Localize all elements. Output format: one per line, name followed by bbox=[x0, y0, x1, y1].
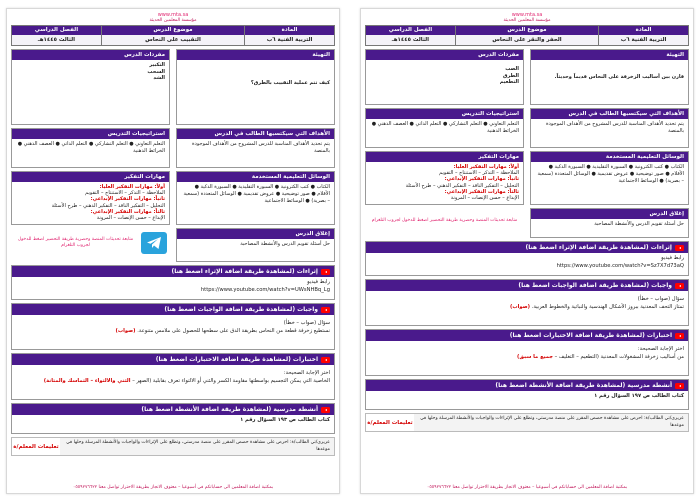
goals-text: يتم تحديد الأهداف المناسبة للدرس المشروح من الأهداف الموجودة بالمنصة bbox=[546, 121, 684, 134]
intro-box bbox=[176, 49, 335, 125]
homework-question-type: سؤال (صواب – خطأ) bbox=[637, 296, 684, 302]
strategies-box bbox=[11, 128, 170, 168]
youtube-icon[interactable] bbox=[675, 333, 684, 339]
homework-title[interactable]: واجبات (لمشاهدة طريقة اضافة الواجبات اضغط هنا) bbox=[164, 306, 318, 313]
notes-box bbox=[365, 413, 689, 432]
skills-line-1: الملاحظة – التذكر – الاستنتاج – التقويم bbox=[439, 170, 519, 177]
lesson-label: موضوع الدرس bbox=[456, 26, 598, 35]
closing-title: إغلاق الدرس bbox=[177, 229, 334, 239]
homework-box bbox=[11, 303, 335, 350]
telegram-promo[interactable] bbox=[11, 228, 170, 258]
activity-header[interactable] bbox=[12, 404, 334, 415]
intro-text: كيف تتم عملية التقبيب بالطرق؟ bbox=[250, 80, 330, 86]
skills-heading-2: ثانياً: مهارات التفكير الإبداعي: bbox=[444, 176, 519, 183]
tests-title[interactable]: اختبارات (لمشاهدة طريقة اضافة الاختبارات اضغط هنا) bbox=[509, 332, 672, 339]
homework-question-type: سؤال (صواب – خطأ) bbox=[283, 320, 330, 326]
skills-heading-2: ثانياً: مهارات التفكير الإبداعي: bbox=[90, 196, 165, 203]
goals-box bbox=[530, 108, 689, 148]
activity-text: كتاب الطالب ص ١٩٧ السؤال رقم ١ bbox=[594, 393, 684, 399]
goals-title: الأهداف التي سيكتسبها الطالب في الدرس bbox=[177, 129, 334, 139]
lesson-header bbox=[11, 25, 335, 46]
skills-body bbox=[366, 162, 523, 203]
youtube-icon[interactable] bbox=[675, 383, 684, 389]
vocab-list bbox=[12, 60, 169, 84]
lesson-label: موضوع الدرس bbox=[102, 26, 244, 35]
skills-heading-1: أولاً: مهارات التفكير العليا: bbox=[453, 164, 519, 170]
subject-label: المادة bbox=[599, 26, 688, 35]
homework-question: نستطيع زخرفة قطعة من النحاس بطريقة الدق على سطحها للحصول على ملامس متنوعة. bbox=[137, 327, 330, 334]
skills-title: مهارات التفكير bbox=[366, 152, 523, 162]
skills-line-1: الملاحظة – التذكر – الاستنتاج – التقويم bbox=[85, 190, 165, 197]
skills-box bbox=[365, 151, 524, 205]
site-url[interactable]: www.mta.sa bbox=[157, 12, 189, 18]
homework-answer: (صواب) bbox=[115, 327, 136, 334]
tools-title: الوسائل التعليمية المستخدمة bbox=[177, 172, 334, 182]
site-url[interactable]: www.mta.sa bbox=[511, 12, 543, 18]
tests-question-type: اختر الإجابة الصحيحة: bbox=[637, 346, 684, 352]
enrichment-title[interactable]: إثراءات (لمشاهدة طريقة اضافة الإثراء اضغط هنا) bbox=[525, 244, 672, 251]
skills-body bbox=[12, 182, 169, 223]
activity-box bbox=[365, 379, 689, 410]
tools-box bbox=[176, 171, 335, 225]
tests-box bbox=[11, 353, 335, 400]
subject-label: المادة bbox=[245, 26, 334, 35]
enrichment-header[interactable] bbox=[366, 242, 688, 253]
tests-title[interactable]: اختبارات (لمشاهدة طريقة اضافة الاختبارات اضغط هنا) bbox=[155, 356, 318, 363]
term-label: الفصل الدراسي bbox=[12, 26, 101, 35]
intro-title: التهيئة bbox=[531, 50, 688, 60]
lesson-cell bbox=[456, 25, 599, 46]
closing-text: حل أسئلة تقويم الدرس والأنشطة المصاحبة bbox=[594, 221, 684, 227]
strategies-text: التعلم التعاوني ● التعلم التشاركي ● التعلم الذاتي ● العصف الذهني ● الخرائط الذهنية bbox=[17, 141, 165, 154]
goals-text: يتم تحديد الأهداف المناسبة للدرس المشروح من الأهداف الموجودة بالمنصة bbox=[192, 141, 330, 154]
teacher-notes-text: عزيزي/تي الطالب/ة: احرص على مشاهدة حصص المقرر على منصة مدرستي، وتطلع على الإثراءات والواجبات والأنشطة المرسلة وحلها في موعدها bbox=[60, 438, 334, 455]
tests-question-type: اختر الإجابة الصحيحة: bbox=[283, 370, 330, 376]
tools-text: الكتاب ● كتب الكترونية ● السبورة التقليدية ● السبورة الذكية ● الأقلام ● صور توضيحية ● عروض تقديمية ● الوسائل المتعددة (سمعية – بصرية) ● الوسائط الاجتماعية bbox=[183, 184, 330, 204]
enrichment-box bbox=[11, 265, 335, 300]
activity-header[interactable] bbox=[366, 380, 688, 391]
enrichment-label: رابط فيديو bbox=[307, 279, 330, 285]
homework-box bbox=[365, 279, 689, 326]
telegram-promo[interactable] bbox=[365, 208, 524, 234]
youtube-icon[interactable] bbox=[675, 283, 684, 289]
tools-title: الوسائل التعليمية المستخدمة bbox=[531, 152, 688, 162]
vocab-list bbox=[366, 60, 523, 88]
tests-question: من أساليب زخرفة المشغولات المعدنية (التطعيم – التغليف – bbox=[554, 353, 684, 360]
lesson-plan-page-left bbox=[6, 8, 340, 494]
lesson-value: التقبيب على النحاس bbox=[102, 35, 244, 45]
youtube-icon[interactable] bbox=[321, 407, 330, 413]
goals-title: الأهداف التي سيكتسبها الطالب في الدرس bbox=[531, 109, 688, 119]
youtube-icon[interactable] bbox=[675, 245, 684, 251]
homework-header[interactable] bbox=[12, 304, 334, 315]
vocab-title: مفردات الدرس bbox=[12, 50, 169, 60]
vocab-title: مفردات الدرس bbox=[366, 50, 523, 60]
youtube-icon[interactable] bbox=[321, 357, 330, 363]
homework-question: تمتاز التحف المعدنية ببروز الأشكال الهندسية والنباتية والخطوط العربية. bbox=[531, 303, 684, 310]
organization-name: مؤسسة المعلمين الحديثة bbox=[503, 18, 551, 23]
promo-text: متابعة تحديثات المنصة وحصرية طريقة التحضير اضغط للدخول لجروب التلغرام bbox=[17, 237, 134, 248]
vocab-item: التطعيم bbox=[499, 79, 519, 85]
term-value: الثالث ١٤٤٥هـ bbox=[366, 35, 455, 45]
youtube-icon[interactable] bbox=[321, 269, 330, 275]
subject-value: التربية الفنية ٦ب bbox=[245, 35, 334, 45]
closing-box bbox=[176, 228, 335, 262]
teacher-notes-text: عزيزي/تي الطالب/ة: احرص على مشاهدة حصص المقرر على منصة مدرستي، وتطلع على الإثراءات والواجبات والأنشطة المرسلة وحلها في موعدها bbox=[414, 414, 688, 431]
page-footer: بمكتبة اضافة المعلمين الى حساباتكم في أسبوعيا – معتوف الانجاز بطريقة الاحترار تواصل معنا ٠٥٥٩٢٧٦٦٢٢ bbox=[72, 485, 274, 490]
intro-text: قارن بين أساليب الزخرفة على النحاس قديماً وحديثاً. bbox=[554, 74, 684, 80]
vocab-box bbox=[11, 49, 170, 125]
tests-answer: جميع ما سبق) bbox=[517, 353, 553, 360]
term-cell bbox=[11, 25, 102, 46]
subject-value: التربية الفنية ٦ب bbox=[599, 35, 688, 45]
skills-line-3: الإبداع – حسن الإنصات – المرونة bbox=[96, 215, 165, 222]
tools-box bbox=[530, 151, 689, 205]
notes-box bbox=[11, 437, 335, 456]
vocab-item: الطرق bbox=[502, 72, 519, 79]
enrichment-link[interactable]: https://www.youtube.com/watch?v=UWsNHBq_Lg bbox=[200, 286, 330, 293]
telegram-icon[interactable] bbox=[141, 232, 167, 254]
activity-title[interactable]: أنشطة مدرسية (لمشاهدة طريقة اضافة الأنشطة اضغط هنا) bbox=[495, 382, 672, 389]
lesson-plan-page-right bbox=[360, 8, 694, 494]
vocab-item: الشد bbox=[153, 75, 165, 81]
skills-heading-3: ثالثاً: مهارات التفكير الإبداعي: bbox=[90, 208, 165, 215]
closing-box bbox=[530, 208, 689, 238]
page-footer: بمكتبة اضافة المعلمين الى حساباتكم في أسبوعيا – معتوف الانجاز بطريقة الاحترار تواصل معنا ٠٥٥٩٢٧٦٦٢٢ bbox=[426, 485, 628, 490]
teacher-notes-title: تعليمات المعلم/ة bbox=[367, 419, 413, 426]
youtube-icon[interactable] bbox=[321, 307, 330, 313]
promo-text: متابعة تحديثات المنصة وحصرية طريقة التحضير اضغط للدخول لجروب التلغرام bbox=[371, 218, 518, 223]
skills-line-3: الإبداع – حسن الإنصات – المرونة bbox=[450, 195, 519, 202]
tools-text: الكتاب ● كتب الكترونية ● السبورة التقليدية ● السبورة الذكية ● الأقلام ● صور توضيحية ● عروض تقديمية ● الوسائل المتعددة (سمعية – بصرية) ● الوسائط الاجتماعية bbox=[537, 164, 684, 184]
intro-title: التهيئة bbox=[177, 50, 334, 60]
subject-cell bbox=[599, 25, 689, 46]
homework-answer: (صواب) bbox=[510, 303, 531, 310]
skills-title: مهارات التفكير bbox=[12, 172, 169, 182]
enrichment-label: رابط فيديو bbox=[661, 255, 684, 261]
enrichment-box bbox=[365, 241, 689, 276]
skills-heading-3: ثالثاً: مهارات التفكير الإبداعي: bbox=[444, 188, 519, 195]
closing-text: حل أسئلة تقويم الدرس والأنشطة المصاحبة bbox=[240, 241, 330, 247]
tests-header[interactable] bbox=[12, 354, 334, 365]
vocab-item: التكبير bbox=[149, 62, 165, 68]
strategies-title: استراتيجيات التدريس bbox=[366, 109, 523, 119]
homework-title[interactable]: واجبات (لمشاهدة طريقة اضافة الواجبات اضغط هنا) bbox=[518, 282, 672, 289]
enrichment-title[interactable]: إثراءات (لمشاهدة طريقة اضافة الإثراء اضغط هنا) bbox=[171, 268, 318, 275]
skills-heading-1: أولاً: مهارات التفكير العليا: bbox=[99, 184, 165, 190]
closing-title: إغلاق الدرس bbox=[531, 209, 688, 219]
tests-box bbox=[365, 329, 689, 376]
term-value: الثالث ١٤٤٥هـ bbox=[12, 35, 101, 45]
skills-line-2: التحليل – التفكير الناقد – التفكير الذهني – طرح الأسئلة bbox=[51, 202, 165, 209]
tests-answer: الثني والالتواء – التماسك والمتانة) bbox=[43, 377, 131, 384]
activity-title[interactable]: أنشطة مدرسية (لمشاهدة طريقة اضافة الأنشطة اضغط هنا) bbox=[141, 406, 318, 413]
term-label: الفصل الدراسي bbox=[366, 26, 455, 35]
tests-header[interactable] bbox=[366, 330, 688, 341]
subject-cell bbox=[245, 25, 335, 46]
strategies-box bbox=[365, 108, 524, 148]
enrichment-link[interactable]: https://www.youtube.com/watch?v=Sz7X7d73aQ bbox=[556, 262, 684, 269]
lesson-value: الحفر والنقر على النحاس bbox=[456, 35, 598, 45]
skills-box bbox=[11, 171, 170, 225]
strategies-title: استراتيجيات التدريس bbox=[12, 129, 169, 139]
lesson-header bbox=[365, 25, 689, 46]
teacher-notes-title: تعليمات المعلم/ة bbox=[13, 443, 59, 450]
vocab-item: الصب bbox=[505, 66, 519, 72]
vocab-box bbox=[365, 49, 524, 105]
activity-box bbox=[11, 403, 335, 434]
enrichment-header[interactable] bbox=[12, 266, 334, 277]
strategies-text: التعلم التعاوني ● التعلم التشاركي ● التعلم الذاتي ● العصف الذهني ● الخرائط الذهنية bbox=[371, 121, 519, 134]
term-cell bbox=[365, 25, 456, 46]
goals-box bbox=[176, 128, 335, 168]
organization-name: مؤسسة المعلمين الحديثة bbox=[149, 18, 197, 23]
homework-header[interactable] bbox=[366, 280, 688, 291]
intro-box bbox=[530, 49, 689, 105]
lesson-cell bbox=[102, 25, 245, 46]
vocab-item: السحب bbox=[147, 68, 165, 75]
tests-question: الخاصية التي يمكن التجسيم بواسطتها مقاومة الكسر والثني أو الالتواء تعرف بقابلية (الصهر – bbox=[132, 377, 330, 384]
skills-line-2: التحليل – التفكير الناقد – التفكير الذهني – طرح الأسئلة bbox=[405, 182, 519, 189]
activity-text: كتاب الطالب ص ١٩٣ السؤال رقم ١ bbox=[240, 417, 330, 423]
